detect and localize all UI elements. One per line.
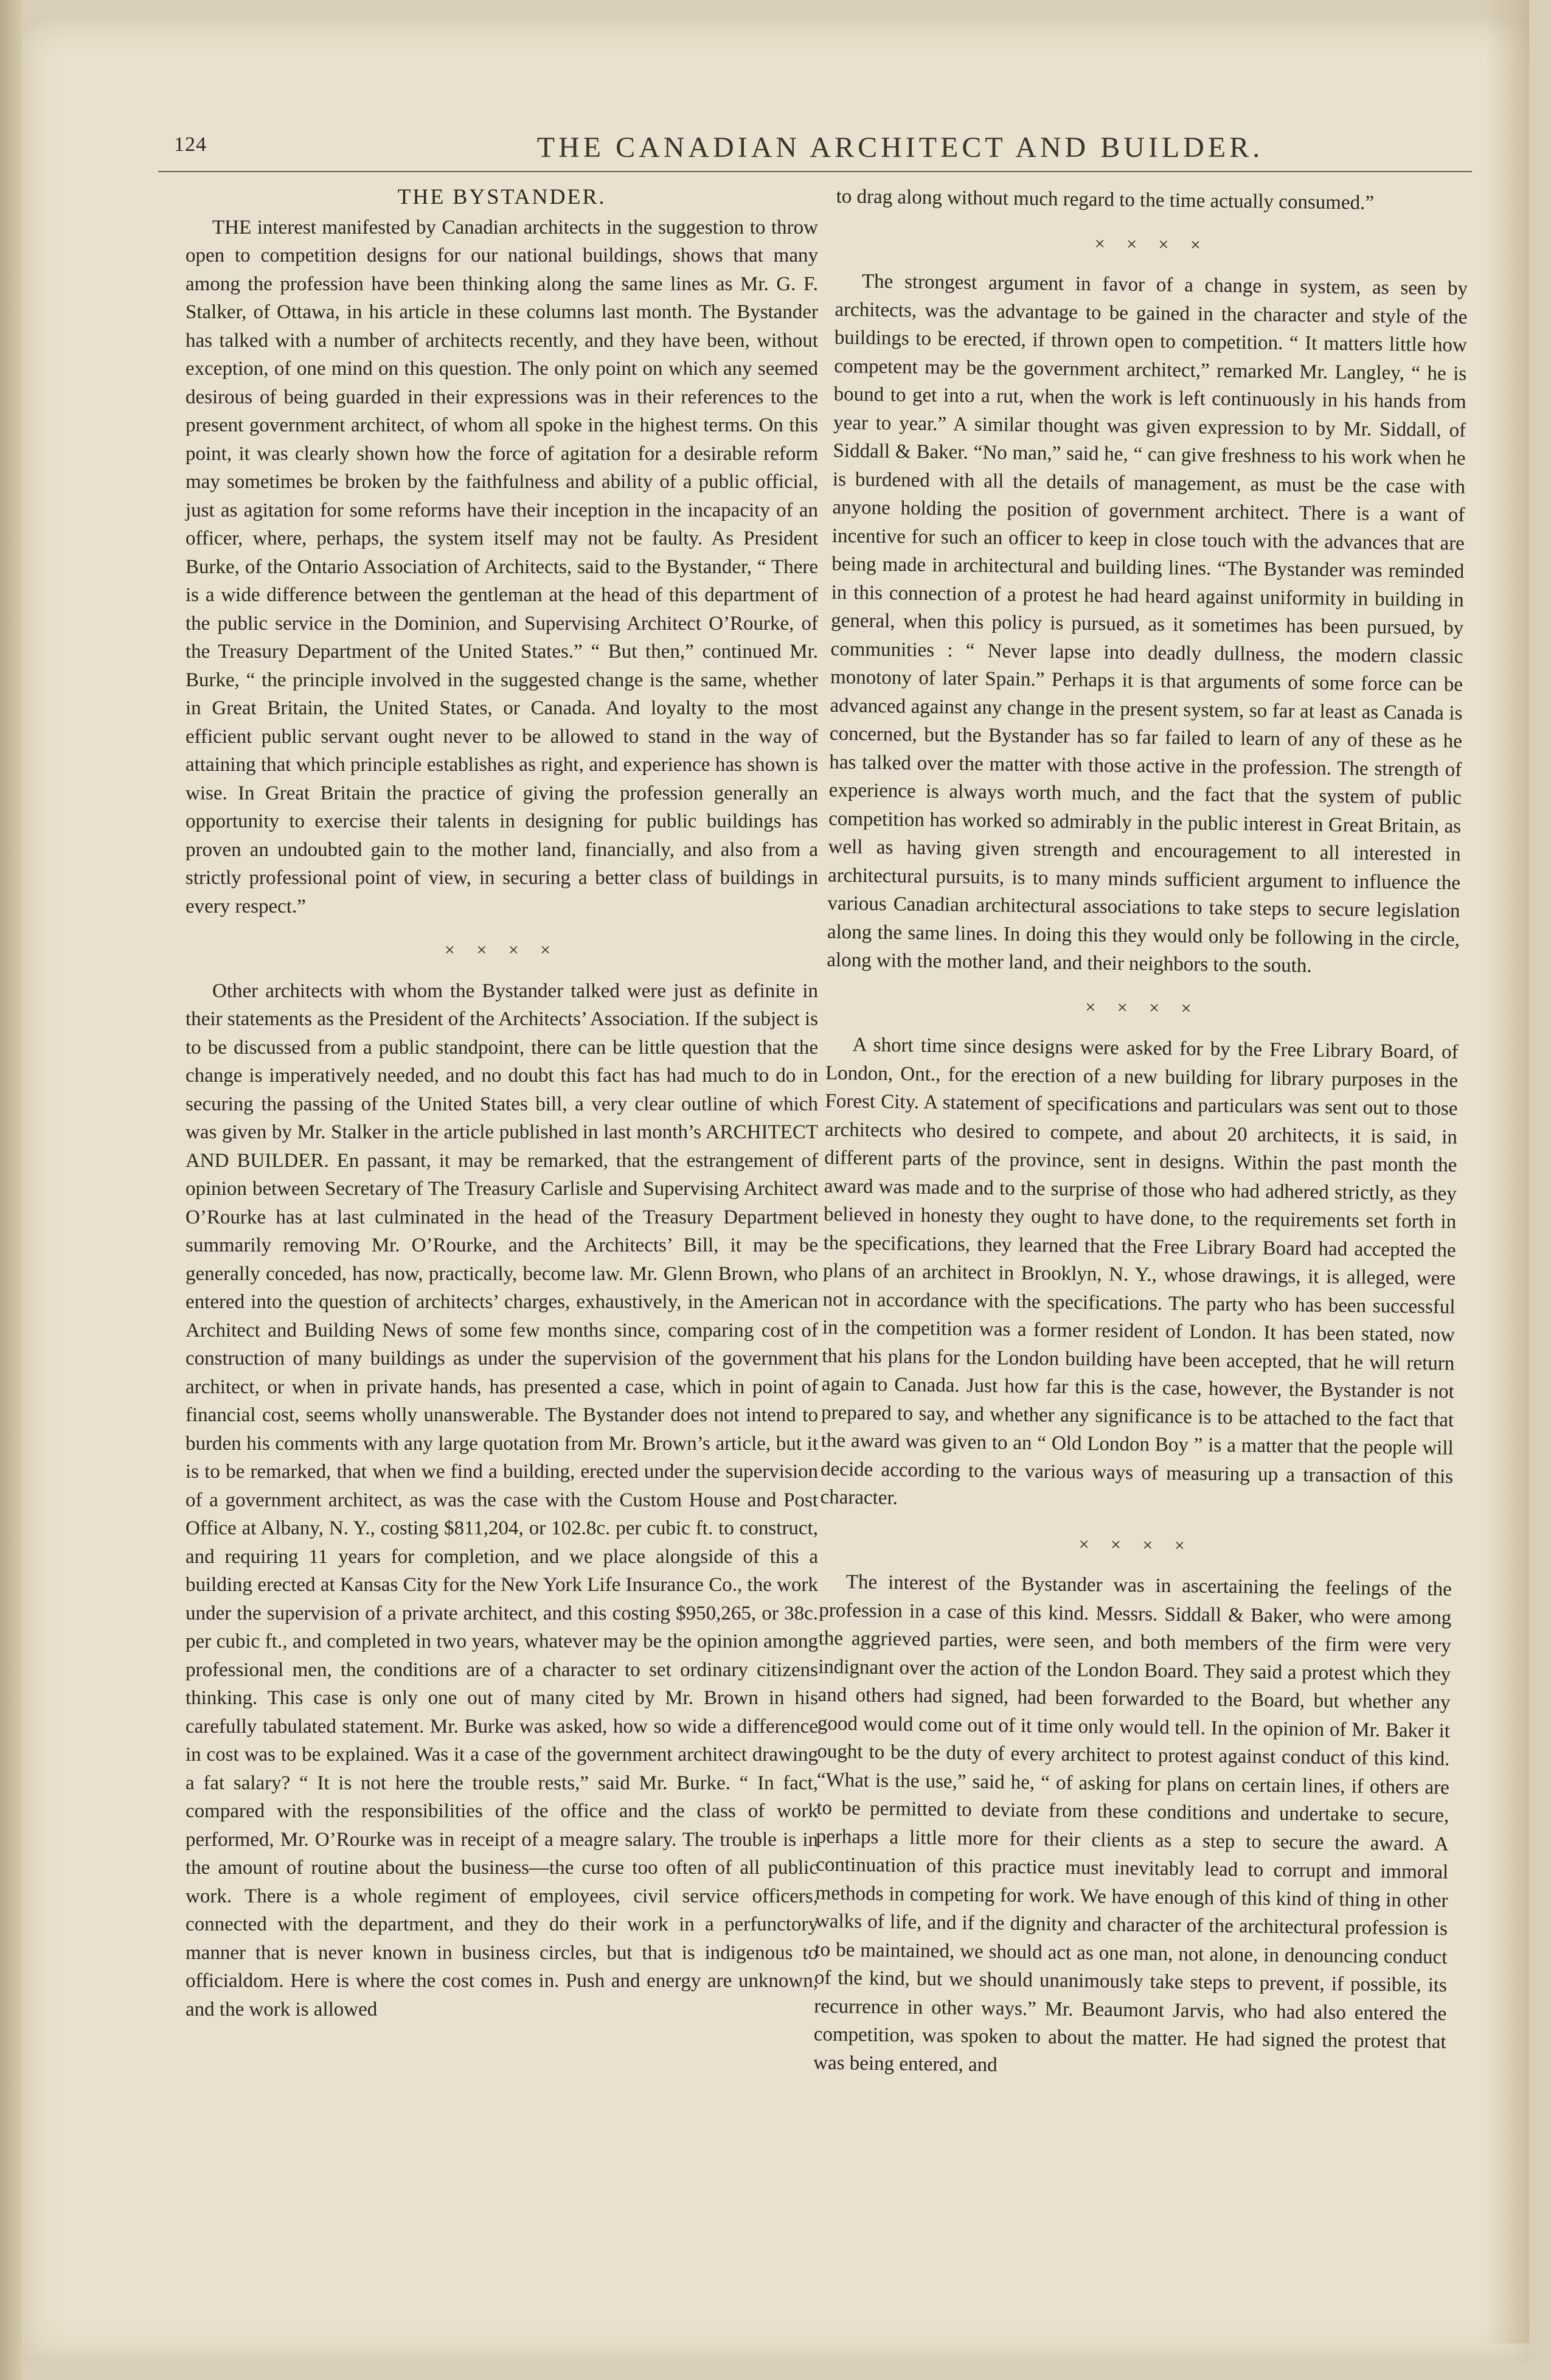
paragraph-continuation: to drag along without much regard to the time actually consumed.” (836, 185, 1375, 214)
header-rule (158, 171, 1472, 172)
article-title: THE BYSTANDER. (397, 184, 606, 209)
paragraph: The strongest argument in favor of a change in system, as seen by architects, was the advantage to be gained in the character and style of the buildings to be erected, if thrown open to competition. “ It matters little how competent may be the government architect,” remarked Mr. Langley, “ he is bound to get into a rut, when the work is left continuously in his hands from year to year.” A similar thought was given expression to by Mr. Siddall, of Siddall & Baker. “No man,” said he, “ can give freshness to his work when he is burdened with all the details of management, as must be the case with anyone holding the position of government architect. There is a want of incentive for such an officer to keep in close touch with the advances that are being made in architectural and building lines. “The Bystander was reminded in this connection of a protest he had heard against uniformity in building in general, when this policy is pursued, as it sometimes has been pursued, by communities : “ Never lapse into deadly dullness, the modern classic monotony of later Spain.” Perhaps it is that arguments of some force can be advanced against any change in the present system, so far at least as Canada is concerned, but the Bystander has so far failed to learn of any of these as he has talked over the matter with those active in the profession. The strength of experience is always worth much, and the fact that the system of public competition has worked so admirably in the public interest in Great Britain, as well as having given strength and encouragement to all interested in architectural pursuits, is to many minds sufficient argument to influence the various Canadian architectural associations to take steps to secure legislation along the same lines. In doing this they would only be following in the circle, along with the mother land, and their neighbors to the south. (827, 270, 1468, 977)
paragraph: A short time since designs were asked for by the Free Library Board, of London, Ont., for the erection of a new building for library purposes in the Forest City. A statement of specifications and particulars was sent out to those architects who desired to compete, and about 20 architects, it is said, in different parts of the province, sent in designs. Within the past month the award was made and to the surprise of those who had adhered strictly, as they believed in honesty they ought to have done, to the requirements set forth in the specifications, they learned that the Free Library Board had accepted the plans of an architect in Brooklyn, N. Y., whose drawings, it is alleged, were not in accordance with the specifications. The party who has been successful in the competition was a former resident of London. It has been stated, now that his plans for the London building have been accepted, that he will return again to Canada. Just how far this is the case, however, the Bystander is not prepared to say, and whether any significance is to be attached to the fact that the award was given to an “ Old London Boy ” is a matter that the people will decide according to the various ways of measuring up a transaction of this character. (820, 1034, 1459, 1509)
page-gutter (0, 0, 22, 2380)
section-divider: × × × × (1078, 1534, 1193, 1556)
paragraph: THE interest manifested by Canadian architects in the suggestion to throw open to competition designs for our national buildings, shows that many among the profession have been thinking along the same lines as Mr. G. F. Stalker, of Ottawa, in his article in these columns last month. The Bystander has talked with a number of architects recently, and they have been, without exception, of one mind on this question. The only point on which any seemed desirous of being guarded in their expressions was in their references to the present government architect, of whom all spoke in the highest terms. On this point, it was clearly shown how the force of agitation for a desirable reform may sometimes be broken by the faithfulness and ability of a public official, just as agitation for some reforms have their inception in the incapacity of an officer, where, perhaps, the system itself may not be faulty. As President Burke, of the Ontario Association of Architects, said to the Bystander, “ There is a wide difference between the gentleman at the head of this department of the public service in the Dominion, and Supervising Architect O’Rourke, of the Treasury Department of the United States.” “ But then,” continued Mr. Burke, “ the principle involved in the suggested change is the same, whether in Great Britain, the United States, or Canada. And loyalty to the most efficient public servant ought never to be allowed to stand in the way of attaining that which principle establishes as right, and experience has shown is wise. In Great Britain the practice of giving the profession generally an opportunity to exercise their talents in designing for public buildings has proven an undoubted gain to the mother land, financially, and also from a strictly professional point of view, in securing a better class of buildings in every respect.” (186, 216, 818, 917)
section-divider: × × × × (444, 940, 560, 960)
page-number: 124 (174, 133, 207, 156)
paragraph: Other architects with whom the Bystander talked were just as definite in their statements as the President of the Architects’ Association. If the subject is to be discussed from a public standpoint, there can be little question that the change is imperatively needed, and no doubt this fact has had much to do in securing the passing of the United States bill, a very clear outline of which was given by Mr. Stalker in the article published in last month’s ARCHITECT AND BUILDER. En passant, it may be remarked, that the estrangement of opinion between Secretary of The Treasury Carlisle and Supervising Architect O’Rourke has at last culminated in the head of the Treasury Department summarily removing Mr. O’Rourke, and the Architects’ Bill, it may be generally conceded, has now, practically, become law. Mr. Glenn Brown, who entered into the question of architects’ charges, exhaustively, in the American Architect and Building News of some few months since, comparing cost of construction of many buildings as under the supervision of the government architect, or when in private hands, has presented a case, which in point of financial cost, seems wholly unanswerable. The Bystander does not intend to burden his comments with any large quotation from Mr. Brown’s article, but it is to be remarked, that when we find a building, erected under the supervision of a government architect, as was the case with the Custom House and Post Office at Albany, N. Y., costing $811,204, or 102.8c. per cubic ft. to construct, and requiring 11 years for completion, and we place alongside of this a building erected at Kansas City for the New York Life Insurance Co., the work under the supervision of a private architect, and this costing $950,265, or 38c. per cubic ft., and completed in two years, whatever may be the opinion among professional men, the conditions are of a character to set ordinary citizens thinking. This case is only one out of many cited by Mr. Brown in his carefully tabulated statement. Mr. Burke was asked, how so wide a difference in cost was to be explained. Was it a case of the government architect drawing a fat salary? “ It is not here the trouble rests,” said Mr. Burke. “ In fact, compared with the responsibilities of the office and the class of work performed, Mr. O’Rourke was in receipt of a meagre salary. The trouble is in the amount of routine about the business—the curse too often of all public work. There is a whole regiment of employees, civil service officers, connected with the department, and they do their work in a perfunctory manner that is never known in business circles, but that is indigenous to officialdom. Here is where the cost comes in. Push and energy are unknown, and the work is allowed (186, 979, 818, 2020)
running-title: THE CANADIAN ARCHITECT AND BUILDER. (536, 131, 1264, 164)
left-column (186, 183, 818, 2023)
paragraph: The interest of the Bystander was in ascertaining the feelings of the profession in a case of this kind. Messrs. Siddall & Baker, who were among the aggrieved parties, were seen, and both members of the firm were very indignant over the action of the London Board. They said a protest which they and others had signed, had been forwarded to the Board, but whether any good would come out of it time only would tell. In the opinion of Mr. Baker it ought to be the duty of every architect to protest against conduct of this kind. “What is the use,” said he, “ of asking for plans on certain lines, if others are to be permitted to deviate from these conditions and undertake to secure, perhaps a little more for their clients as a step to secure the award. A continuation of this practice must inevitably lead to corrupt and immoral methods in competing for work. We have enough of this kind of thing in other walks of life, and if the dignity and character of the architectural profession is to be maintained, we should act as one man, not alone, in denouncing conduct of the kind, but we should unanimously take steps to prevent, if possible, its recurrence in other ways.” Mr. Beaumont Jarvis, who had also entered the competition, was spoken to about the matter. He had signed the protest that was being entered, and (813, 1571, 1452, 2076)
page-header (158, 131, 1472, 173)
right-column (813, 183, 1469, 2084)
page-edge-shadow (1484, 0, 1529, 2343)
section-divider: × × × × (1094, 233, 1210, 255)
section-divider: × × × × (1085, 997, 1200, 1018)
